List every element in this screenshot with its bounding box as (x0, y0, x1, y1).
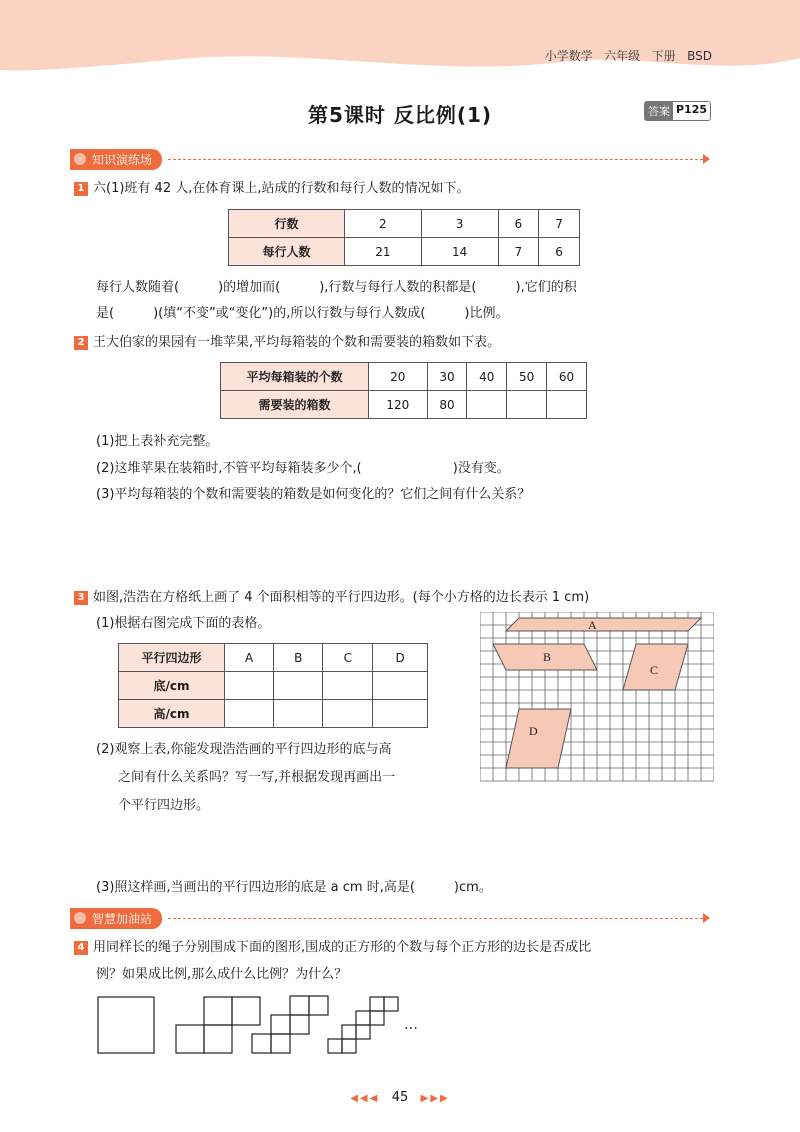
q3-part2-b: 之间有什么关系吗？写一写,并根据发现再画出一 (118, 770, 396, 785)
page-footer (0, 1090, 800, 1105)
q3-stem: 3 如图,浩浩在方格纸上画了 4 个面积相等的平行四边形。(每个小方格的边长表示 1 cm) (74, 590, 589, 606)
header-meta: 小学数学 六年级 下册 BSD (544, 49, 712, 63)
label-d: D (529, 724, 538, 738)
q3-part1: (1)根据右图完成下面的表格。 (96, 616, 271, 631)
label-b: B (543, 650, 552, 664)
q1-stem: 1 六(1)班有 42 人,在体育课上,站成的行数和每行人数的情况如下。 (74, 181, 470, 197)
q3-part3: (3)照这样画,当画出的平行四边形的底是 a cm 时,高是( )cm。 (96, 880, 492, 895)
figure-2-squares (176, 997, 260, 1053)
q2-part1: (1)把上表补充完整。 (96, 434, 219, 449)
square-figures (96, 995, 436, 1055)
section-header-boost: 智慧加油站 (70, 908, 710, 928)
label-a: A (588, 618, 597, 632)
parallelogram-d (506, 709, 571, 768)
page-title: 第5课时 反比例(1) (307, 103, 493, 127)
q2-part2: (2)这堆苹果在装箱时,不管平均每箱装多少个,( )没有变。 (96, 461, 510, 476)
next-arrows-icon: ▶▶▶ (420, 1093, 450, 1104)
ellipsis: … (404, 1017, 418, 1033)
label-c: C (650, 663, 659, 677)
figure-1-square (98, 997, 154, 1053)
q3-part2-c: 个平行四边形。 (118, 798, 210, 813)
q1-line2: 是( )(填“不变”或“变化”)的,所以行数与每行人数成( )比例。 (96, 306, 509, 321)
answer-reference: 答案 P125 (644, 101, 711, 121)
q1-table: 行数 2 3 6 7 每行人数 21 14 7 6 (228, 209, 580, 266)
q4-line2: 例？如果成比例,那么成什么比例？为什么？ (96, 967, 348, 982)
q3-table: 平行四边形 A B C D 底/cm 高/cm (118, 643, 428, 728)
prev-arrows-icon: ◀◀◀ (350, 1093, 380, 1104)
q1-line1: 每行人数随着( )的增加而( ),行数与每行人数的积都是( ),它们的积 (96, 280, 577, 295)
grid-figure (480, 612, 714, 786)
page-number: 45 (391, 1090, 409, 1105)
parallelogram-a (506, 618, 701, 631)
section-header-practice: 知识演练场 (70, 149, 710, 169)
q2-part3: (3)平均每箱装的个数和需要装的箱数是如何变化的？它们之间有什么关系？ (96, 487, 531, 502)
figure-4-squares (328, 997, 398, 1053)
q2-table: 平均每箱装的个数 20 30 40 50 60 需要装的箱数 120 80 (220, 362, 587, 419)
q2-stem: 2 王大伯家的果园有一堆苹果,平均每箱装的个数和需要装的箱数如下表。 (74, 335, 500, 351)
q3-part2-a: (2)观察上表,你能发现浩浩画的平行四边形的底与高 (96, 742, 392, 757)
q4-line1: 4 用同样长的绳子分别围成下面的图形,围成的正方形的个数与每个正方形的边长是否成比 (74, 940, 591, 956)
header-banner (0, 0, 800, 80)
figure-3-squares (252, 996, 328, 1053)
